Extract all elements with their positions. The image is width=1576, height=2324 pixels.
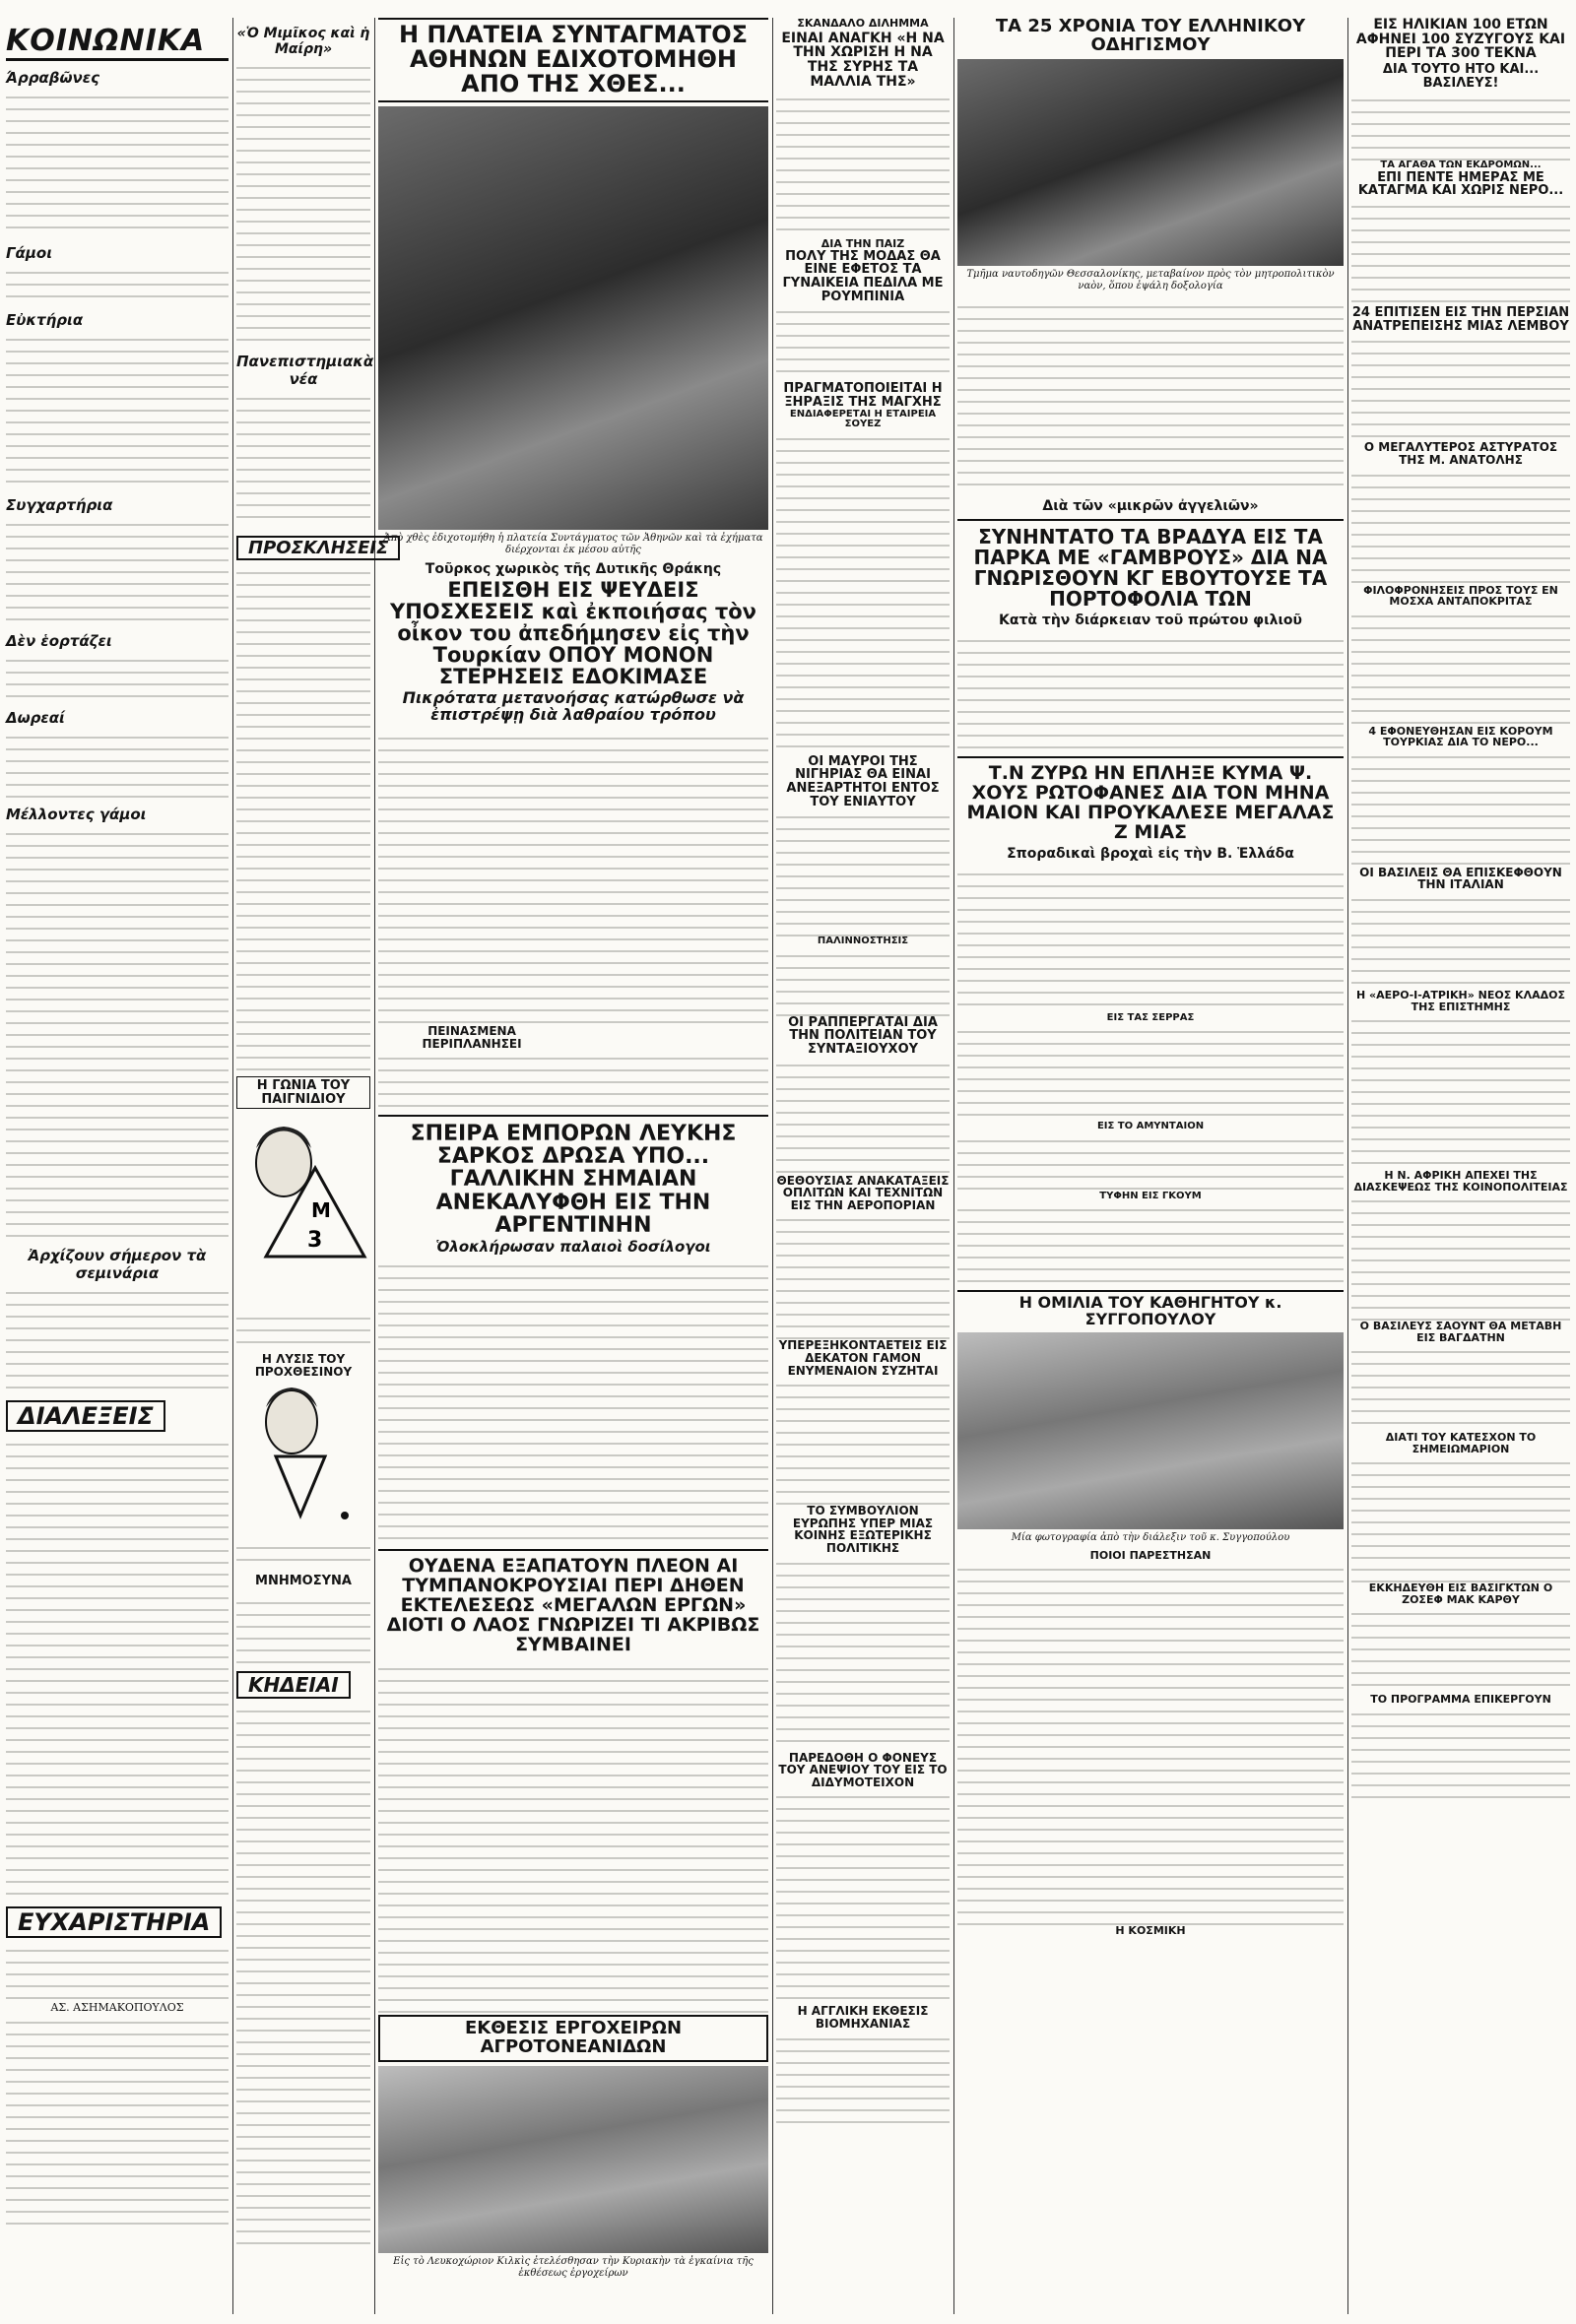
divider <box>957 519 1344 521</box>
hdr2-kicker: ΤΑ ΑΓΑΘΑ ΤΩΝ ΕΚΔΡΟΜΩΝ... <box>1380 160 1542 171</box>
lysis-heading: Η ΛΥΣΙΣ ΤΟΥ ΠΡΟΧΘΕΣΙΝΟΥ <box>254 1352 353 1379</box>
serres-heading: ΕΙΣ ΤΑΣ ΣΕΡΡΑΣ <box>1106 1011 1195 1023</box>
body-text <box>957 866 1344 1013</box>
den-eortazei-heading: Δὲν ἑορτάζει <box>6 632 112 650</box>
body-text <box>1351 198 1570 306</box>
body-text <box>1351 1193 1570 1321</box>
body-text <box>1351 1706 1570 1804</box>
body-text <box>236 1703 370 2254</box>
body-text <box>1351 1605 1570 1694</box>
aero-headline: ΘΕΘΟΥΣΙΑΣ ΑΝΑΚΑΤΑΞΕΙΣ ΟΠΛΙΤΩΝ ΚΑΙ ΤΕΧΝΙΤΩΝ ΕΙΣ ΤΗΝ ΑΕΡΟΠΟΡΙΑΝ <box>776 1173 950 1212</box>
speira-deck: Ὁλοκλήρωσαν παλαιοὶ δοσίλογοι <box>435 1237 711 1256</box>
kyma-headline: Τ.Ν ΖΥΡΩ ΗΝ ΕΠΛΗΞΕ ΚΥΜΑ Ψ. ΧΟΥΣ ΡΩΤΟΦΑΝΕΣ ΔΙΑ ΤΟΝ ΜΗΝΑ ΜΑΙΟΝ ΚΑΙ ΠΡΟΥΚΑΛΕΣΕ ΜΕΓΑΛΑΣ Ζ ΜΙΑΣ <box>966 762 1335 843</box>
signature: ΑΣ. ΑΣΗΜΑΚΟΠΟΥΛΟΣ <box>50 2001 184 2014</box>
hdr9: Η Ν. ΑΦΡΙΚΗ ΑΠΕΧΕΙ ΤΗΣ ΔΙΑΣΚΕΨΕΩΣ ΤΗΣ ΚΟΙΝΟΠΟΛΙΤΕΙΑΣ <box>1353 1169 1568 1194</box>
body-text <box>236 1539 370 1569</box>
body-text <box>378 1050 768 1109</box>
hdr7: ΟΙ ΒΑΣΙΛΕΙΣ ΘΑ ΕΠΙΣΚΕΦΘΟΥΝ ΤΗΝ ΙΤΑΛΙΑΝ <box>1359 865 1562 892</box>
hdr2: ΕΠΙ ΠΕΝΤΕ ΗΜΕΡΑΣ ΜΕ ΚΑΤΑΓΜΑ ΚΑΙ ΧΩΡΙΣ ΝΕΡΟ... <box>1357 169 1564 199</box>
body-text <box>1351 467 1570 585</box>
odigismos-caption: Τμῆμα ναυτοδηγῶν Θεσσαλονίκης, μεταβαίνον πρὸς τὸν μητροπολιτικὸν ναὸν, ὅπου ἐψάλη δοξολογία <box>966 268 1335 291</box>
oudena-headline: ΟΥΔΕΝΑ ΕΞΑΠΑΤΟΥΝ ΠΛΕΟΝ ΑΙ ΤΥΜΠΑΝΟΚΡΟΥΣΙΑΙ ΠΕΡΙ ΔΗΘΕΝ ΕΚΤΕΛΕΣΕΩΣ «ΜΕΓΑΛΩΝ ΕΡΓΩΝ» ΔΙΟΤΙ Ο ΛΑΟΣ ΓΝΩΡΙΖΕΙ ΤΙ ΑΚΡΙΒΩΣ ΣΥΜΒΑΙΝΕΙ <box>386 1555 760 1656</box>
body-text <box>776 91 950 238</box>
body-text <box>6 1942 229 2001</box>
synchartiria-heading: Συγχαρτήρια <box>6 496 113 514</box>
hdr10: Ο ΒΑΣΙΛΕΥΣ ΣΑΟΥΝΤ ΘΑ ΜΕΤΑΒΗ ΕΙΣ ΒΑΓΔΑΤΗΝ <box>1359 1320 1562 1344</box>
dilemma-kicker: ΣΚΑΝΔΑΛΟ ΔΙΛΗΜΜΑ <box>797 17 929 30</box>
kosmiki-heading: Η ΚΟΣΜΙΚΗ <box>1115 1924 1186 1938</box>
body-text <box>957 298 1344 495</box>
section-koinonika: ΚΟΙΝΩΝΙΚΑ <box>6 24 229 61</box>
omilia-photo <box>957 1332 1344 1529</box>
body-text <box>1351 333 1570 441</box>
hdr6: 4 ΕΦΟΝΕΥΘΗΣΑΝ ΕΙΣ ΚΟΡΟΥΜ ΤΟΥΡΚΙΑΣ ΔΙΑ ΤΟ ΝΕΡΟ... <box>1368 724 1553 749</box>
doreai-heading: Δωρεαί <box>6 709 65 727</box>
body-text <box>776 1211 950 1339</box>
body-text <box>378 730 768 1025</box>
ekthesis-photo <box>378 2066 768 2253</box>
body-text <box>6 264 229 303</box>
poioi-heading: ΠΟΙΟΙ ΠΑΡΕΣΤΗΣΑΝ <box>1089 1548 1212 1562</box>
body-text <box>776 1057 950 1175</box>
puzzle-illustration <box>236 1109 370 1306</box>
body-text <box>776 303 950 382</box>
body-text <box>236 1594 370 1663</box>
dilemma-headline: ΕΙΝΑΙ ΑΝΑΓΚΗ «Η ΝΑ ΤΗΝ ΧΩΡΙΣΗ Η ΝΑ ΤΗΣ ΣΥΡΗΣ ΤΑ ΜΑΛΛΙΑ ΤΗΣ» <box>781 30 945 90</box>
body-text <box>776 1377 950 1505</box>
xiraxi-deck: ΕΝΔΙΑΦΕΡΕΤΑΙ Η ΕΤΑΙΡΕΙΑ ΣΟΥΕΖ <box>789 408 937 430</box>
body-text <box>6 652 229 701</box>
kyma-deck: Σποραδικαὶ βροχαὶ εἰς τὴν Β. Ἑλλάδα <box>1007 845 1294 862</box>
body-text <box>957 1201 1344 1290</box>
body-text <box>6 825 229 1239</box>
body-text <box>776 430 950 755</box>
hdr1-deck: ΔΙΑ ΤΟΥΤΟ ΗΤΟ ΚΑΙ... ΒΑΣΙΛΕΥΣ! <box>1382 62 1540 91</box>
mimikos-heading: «Ὁ Μιμῖκος καὶ ἡ Μαίρη» <box>236 26 370 57</box>
column-4 <box>776 18 950 2314</box>
archizoun-heading: Ἀρχίζουν σήμερον τὰ σεμινάρια <box>28 1247 207 1282</box>
ekthesi-headline: Η ΑΓΓΛΙΚΗ ΕΚΘΕΣΙΣ ΒΙΟΜΗΧΑΝΙΑΣ <box>797 2004 929 2031</box>
column-5 <box>957 18 1344 2314</box>
body-text <box>6 89 229 236</box>
body-text <box>1351 1454 1570 1582</box>
body-text <box>378 1258 768 1543</box>
hdr12: ΕΚΚΗΔΕΥΘΗ ΕΙΣ ΒΑΣΙΓΚΤΩΝ Ο ΖΟΣΕΦ ΜΑΚ ΚΑΡΘΥ <box>1368 1582 1553 1606</box>
panepistimiaka-heading: Πανεπιστημιακὰ νέα <box>236 353 374 388</box>
peinasmena-heading: ΠΕΙΝΑΣΜΕΝΑ ΠΕΡΙΠΛΑΝΗΣΕΙ <box>422 1024 522 1051</box>
solution-illustration <box>236 1378 370 1535</box>
column-3 <box>378 18 768 2314</box>
body-text <box>6 1436 229 1899</box>
symvoulion-headline: ΤΟ ΣΥΜΒΟΥΛΙΟΝ ΕΥΡΩΠΗΣ ΥΠΕΡ ΜΙΑΣ ΚΟΙΝΗΣ ΕΞΩΤΕΡΙΚΗΣ ΠΟΛΙΤΙΚΗΣ <box>792 1504 934 1556</box>
hdr5: ΦΙΛΟΦΡΟΝΗΣΕΙΣ ΠΡΟΣ ΤΟΥΣ ΕΝ ΜΟΣΧΑ ΑΝΤΑΠΟΚΡΙΤΑΣ <box>1363 583 1558 609</box>
body-text <box>378 1660 768 2015</box>
tyfi-heading: ΤΥΦΗΝ ΕΙΣ ΓΚΟΥΜ <box>1099 1190 1202 1201</box>
mnimosyna-heading: ΜΝΗΜΟΣΥΝΑ <box>255 1574 352 1589</box>
hdr11: ΔΙΑΤΙ ΤΟΥ ΚΑΤΕΣΧΟΝ ΤΟ ΣΗΜΕΙΩΜΑΡΙΟΝ <box>1385 1431 1537 1455</box>
body-text <box>1351 748 1570 867</box>
body-text <box>776 1788 950 2005</box>
body-text <box>957 1561 1344 1925</box>
divider <box>957 756 1344 758</box>
hdr8: Η «ΑΕΡΟ-Ι-ΑΤΡΙΚΗ» ΝΕΟΣ ΚΛΑΔΟΣ ΤΗΣ ΕΠΙΣΤΗΜΗΣ <box>1356 988 1565 1013</box>
hdr4: Ο ΜΕΓΑΛΥΤΕΡΟΣ ΑΣΤΥΡΑΤΟΣ ΤΗΣ Μ. ΑΝΑΤΟΛΗΣ <box>1363 440 1558 467</box>
ekthesis-headline: ΕΚΘΕΣΙΣ ΕΡΓΟΧΕΙΡΩΝ ΑΓΡΟΤΟΝΕΑΝΙΔΩΝ <box>378 2015 768 2062</box>
rapp-headline: ΟΙ ΡΑΠΠΕΡΓΑΤΑΙ ΔΙΑ ΤΗΝ ΠΟΛΙΤΕΙΑΝ ΤΟΥ ΣΥΝΤΑΞΙΟΥΧΟΥ <box>788 1014 938 1058</box>
body-text <box>776 947 950 1016</box>
section-dialexeis: ΔΙΑΛΕΞΕΙΣ <box>6 1400 165 1432</box>
body-text <box>236 1310 370 1349</box>
thrace-deck: Πικρότατα μετανοήσας κατώρθωσε νὰ ἐπιστρέψῃ διὰ λαθραίου τρόπου <box>402 688 745 725</box>
omilia-caption: Μία φωτογραφία ἀπὸ τὴν διάλεξιν τοῦ κ. Συγγοπούλου <box>1011 1531 1290 1543</box>
body-text <box>236 390 370 528</box>
mellontes-gamoi-heading: Μέλλοντες γάμοι <box>6 806 147 823</box>
mauroi-headline: ΟΙ ΜΑΥΡΟΙ ΤΗΣ ΝΙΓΗΡΙΑΣ ΘΑ ΕΙΝΑΙ ΑΝΕΞΑΡΤΗΤΟΙ ΕΝΤΟΣ ΤΟΥ ΕΝΙΑΥΤΟΥ <box>786 753 940 809</box>
body-text <box>957 632 1344 750</box>
thrace-kicker: Τοῦρκος χωρικὸς τῆς Δυτικῆς Θράκης <box>425 560 722 577</box>
section-eucharistiria: ΕΥΧΑΡΙΣΤΗΡΙΑ <box>6 1906 222 1938</box>
eukteria-heading: Εὐκτήρια <box>6 311 84 329</box>
body-text <box>1351 1012 1570 1170</box>
body-text <box>1351 608 1570 726</box>
body-text <box>1351 891 1570 990</box>
body-text <box>236 564 370 1076</box>
divider <box>378 1549 768 1551</box>
hdr3: 24 ΕΠΙΤΙΣΕΝ ΕΙΣ ΤΗΝ ΠΕΡΣΙΑΝ ΑΝΑΤΡΕΠΕΙΣΗΣ ΜΙΑΣ ΛΕΜΒΟΥ <box>1351 305 1570 334</box>
body-text <box>776 2031 950 2129</box>
body-text <box>6 729 229 798</box>
xiraxi-headline: ΠΡΑΓΜΑΤΟΠΟΙΕΙΤΑΙ Η ΞΗΡΑΞΙΣ ΤΗΣ ΜΑΓΧΗΣ <box>783 381 943 411</box>
divider <box>378 1115 768 1117</box>
parka-headline: ΣΥΝΗΝΤΑΤΟ ΤΑ ΒΡΑΔΥΑ ΕΙΣ ΤΑ ΠΑΡΚΑ ΜΕ «ΓΑΜΒΡΟΥΣ» ΔΙΑ ΝΑ ΓΝΩΡΙΣΘΟΥΝ ΚΓ ΕΒΟΥΤΟΥΣΕ ΤΑ ΠΟΡΤΟΦΟΛΙΑ ΤΩΝ <box>973 525 1328 612</box>
palinnostisis-heading: ΠΑΛΙΝΝΟΣΤΗΣΙΣ <box>817 936 909 947</box>
odigismos-photo <box>957 59 1344 266</box>
body-text <box>957 1132 1344 1192</box>
puzzle-letter: M <box>311 1198 331 1223</box>
column-6 <box>1351 18 1570 2314</box>
amyntaio-heading: ΕΙΣ ΤΟ ΑΜΥΝΤΑΙΟΝ <box>1096 1121 1205 1132</box>
speira-headline: ΣΠΕΙΡΑ ΕΜΠΟΡΩΝ ΛΕΥΚΗΣ ΣΑΡΚΟΣ ΔΡΩΣΑ ΥΠΟ... ΓΑΛΛΙΚΗΝ ΣΗΜΑΙΑΝ ΑΝΕΚΑΛΥΦΘΗ ΕΙΣ ΤΗΝ ΑΡΓΕΝΤΙΝΗΝ <box>410 1122 737 1238</box>
aggelia-kicker: Διὰ τῶν «μικρῶν ἀγγελιῶν» <box>1042 497 1259 514</box>
syntagma-photo <box>378 106 768 530</box>
syntagma-caption: Ἀπὸ χθὲς ἐδιχοτομήθη ἡ πλατεία Συντάγματος τῶν Ἀθηνῶν καὶ τὰ ἐχήματα διέρχονται ἐκ μέσου αὐτῆς <box>383 532 763 555</box>
dilemma-sub: ΔΙΑ ΤΗΝ ΠΑΙΖ <box>821 237 905 251</box>
syntagma-headline: Η ΠΛΑΤΕΙΑ ΣΥΝΤΑΓΜΑΤΟΣ ΑΘΗΝΩΝ ΕΔΙΧΟΤΟΜΗΘΗ ΑΠΟ ΤΗΣ ΧΘΕΣ... <box>378 18 768 102</box>
body-text <box>1351 92 1570 161</box>
hdr1: ΕΙΣ ΗΛΙΚΙΑΝ 100 ΕΤΩΝ ΑΦΗΝΕΙ 100 ΣΥΖΥΓΟΥΣ ΚΑΙ ΠΕΡΙ ΤΑ 300 ΤΕΚΝΑ <box>1355 17 1566 62</box>
arravones-heading: Άρραβῶνες <box>6 69 99 87</box>
omilia-headline: Η ΟΜΙΛΙΑ ΤΟΥ ΚΑΘΗΓΗΤΟΥ κ. ΣΥΓΓΟΠΟΥΛΟΥ <box>957 1290 1344 1328</box>
column-1 <box>6 18 229 2314</box>
hdr13: ΤΟ ΠΡΟΓΡΑΜΜΑ ΕΠΙΚΕΡΓΟΥΝ <box>1370 1693 1551 1707</box>
gamoi-heading: Γάμοι <box>6 244 53 262</box>
body-text <box>6 331 229 488</box>
gonia-heading: Η ΓΩΝΙΑ ΤΟΥ ΠΑΙΓΝΙΔΙΟΥ <box>236 1076 370 1109</box>
section-kideiai: ΚΗΔΕΙΑΙ <box>236 1671 351 1699</box>
foneus-headline: ΠΑΡΕΔΟΘΗ Ο ΦΟΝΕΥΣ ΤΟΥ ΑΝΕΨΙΟΥ ΤΟΥ ΕΙΣ ΤΟ ΔΙΔΥΜΟΤΕΙΧΟΝ <box>778 1750 948 1789</box>
body-text <box>776 1555 950 1752</box>
moda-headline: ΠΟΛΥ ΤΗΣ ΜΟΔΑΣ ΘΑ ΕΙΝΕ ΕΦΕΤΟΣ ΤΑ ΓΥΝΑΙΚΕΙΑ ΠΕΔΙΛΑ ΜΕ ΡΟΥΜΠΙΝΙΑ <box>782 248 944 304</box>
yperaisx-headline: ΥΠΕΡΕΞΗΚΟΝΤΑΕΤΕΙΣ ΕΙΣ ΔΕΚΑΤΟΝ ΓΑΜΟΝ ΕΝΥΜΕΝΑΙΟΝ ΣΥΖΗΤΑΙ <box>778 1338 948 1378</box>
thrace-headline: ΕΠΕΙΣΘΗ ΕΙΣ ΨΕΥΔΕΙΣ ΥΠΟΣΧΕΣΕΙΣ καὶ ἐκποιήσας τὸν οἶκον του ἀπεδήμησεν εἰς τὴν Τουρκίαν ΟΠΟΥ ΜΟΝΟΝ ΣΤΕΡΗΣΕΙΣ ΕΔΟΚΙΜΑΣΕ <box>390 578 756 689</box>
body-text <box>236 59 370 345</box>
section-proskliseis: ΠΡΟΣΚΛΗΣΕΙΣ <box>236 536 400 560</box>
parka-deck: Κατὰ τὴν διάρκειαν τοῦ πρώτου φιλιοῦ <box>999 613 1302 629</box>
body-text <box>1351 1343 1570 1432</box>
body-text <box>6 1284 229 1392</box>
column-2 <box>236 18 389 2314</box>
body-text <box>6 516 229 624</box>
odigismos-headline: ΤΑ 25 ΧΡΟΝΙΑ ΤΟΥ ΕΛΛΗΝΙΚΟΥ ΟΔΗΓΙΣΜΟΥ <box>995 16 1306 55</box>
body-text <box>776 808 950 936</box>
body-text <box>957 1023 1344 1122</box>
puzzle-number: 3 <box>307 1228 323 1254</box>
ekthesis-caption: Εἰς τὸ Λευκοχώριον Κιλκὶς ἐτελέσθησαν τὴν Κυριακὴν τὰ ἐγκαίνια τῆς ἐκθέσεως ἐργοχείρων <box>393 2255 754 2279</box>
body-text <box>6 2014 229 2230</box>
